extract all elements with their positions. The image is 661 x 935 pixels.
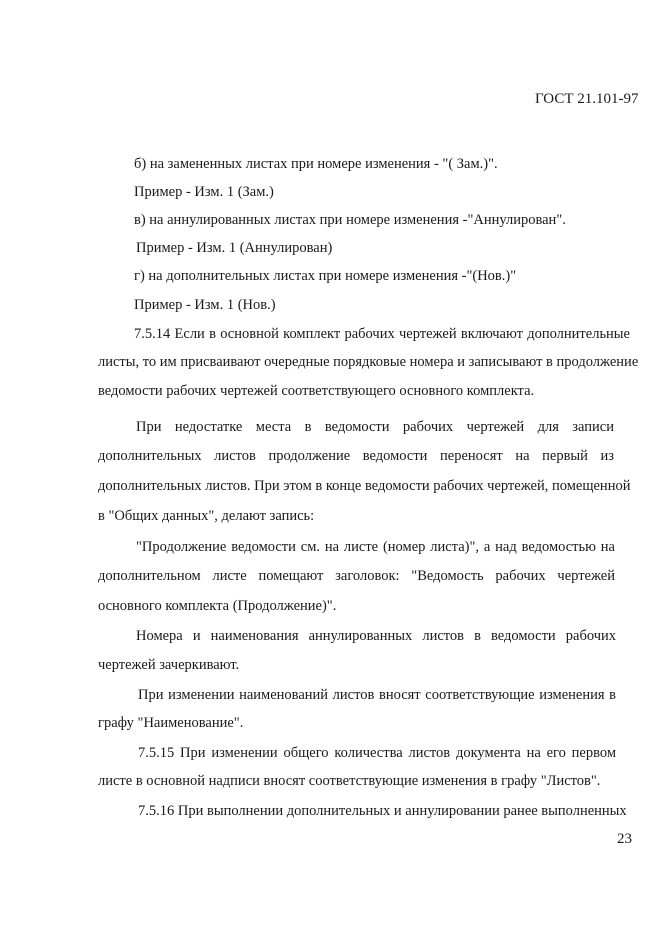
- text-line: При недостатке места в ведомости рабочих чертежей для записи: [136, 419, 614, 435]
- text-line: 7.5.16 При выполнении дополнительных и аннулировании ранее выполненных: [138, 803, 627, 819]
- text-line: Пример - Изм. 1 (Нов.): [134, 297, 276, 313]
- text-line: 7.5.15 При изменении общего количества листов документа на его первом: [138, 745, 616, 761]
- text-line: листы, то им присваивают очередные порядковые номера и записывают в продолжение: [98, 354, 639, 370]
- text-line: б) на замененных листах при номере изменения - "( Зам.)".: [134, 156, 498, 172]
- text-line: чертежей зачеркивают.: [98, 657, 240, 673]
- text-line: графу "Наименование".: [98, 715, 244, 731]
- text-line: основного комплекта (Продолжение)".: [98, 598, 337, 614]
- document-code: ГОСТ 21.101-97: [535, 91, 639, 107]
- text-line: Пример - Изм. 1 (Аннулирован): [136, 240, 333, 256]
- text-line: г) на дополнительных листах при номере изменения -"(Нов.)": [134, 268, 517, 284]
- text-line: в "Общих данных", делают запись:: [98, 508, 315, 524]
- text-line: дополнительном листе помещают заголовок: "Ведомость рабочих чертежей: [98, 568, 615, 584]
- text-line: "Продолжение ведомости см. на листе (номер листа)", а над ведомостью на: [136, 539, 615, 555]
- text-line: дополнительных листов продолжение ведомости переносят на первый из: [98, 448, 614, 464]
- text-line: Номера и наименования аннулированных листов в ведомости рабочих: [136, 628, 616, 644]
- text-line: дополнительных листов. При этом в конце ведомости рабочих чертежей, помещенной: [98, 478, 631, 494]
- text-line: в) на аннулированных листах при номере изменения -"Аннулирован".: [134, 212, 566, 228]
- text-line: листе в основной надписи вносят соответствующие изменения в графу "Листов".: [98, 773, 601, 789]
- text-line: 7.5.14 Если в основной комплект рабочих чертежей включают дополнительные: [134, 326, 630, 342]
- page-number: 23: [617, 831, 632, 847]
- text-line: ведомости рабочих чертежей соответствующего основного комплекта.: [98, 383, 535, 399]
- text-line: Пример - Изм. 1 (Зам.): [134, 184, 274, 200]
- text-line: При изменении наименований листов вносят соответствующие изменения в: [138, 687, 616, 703]
